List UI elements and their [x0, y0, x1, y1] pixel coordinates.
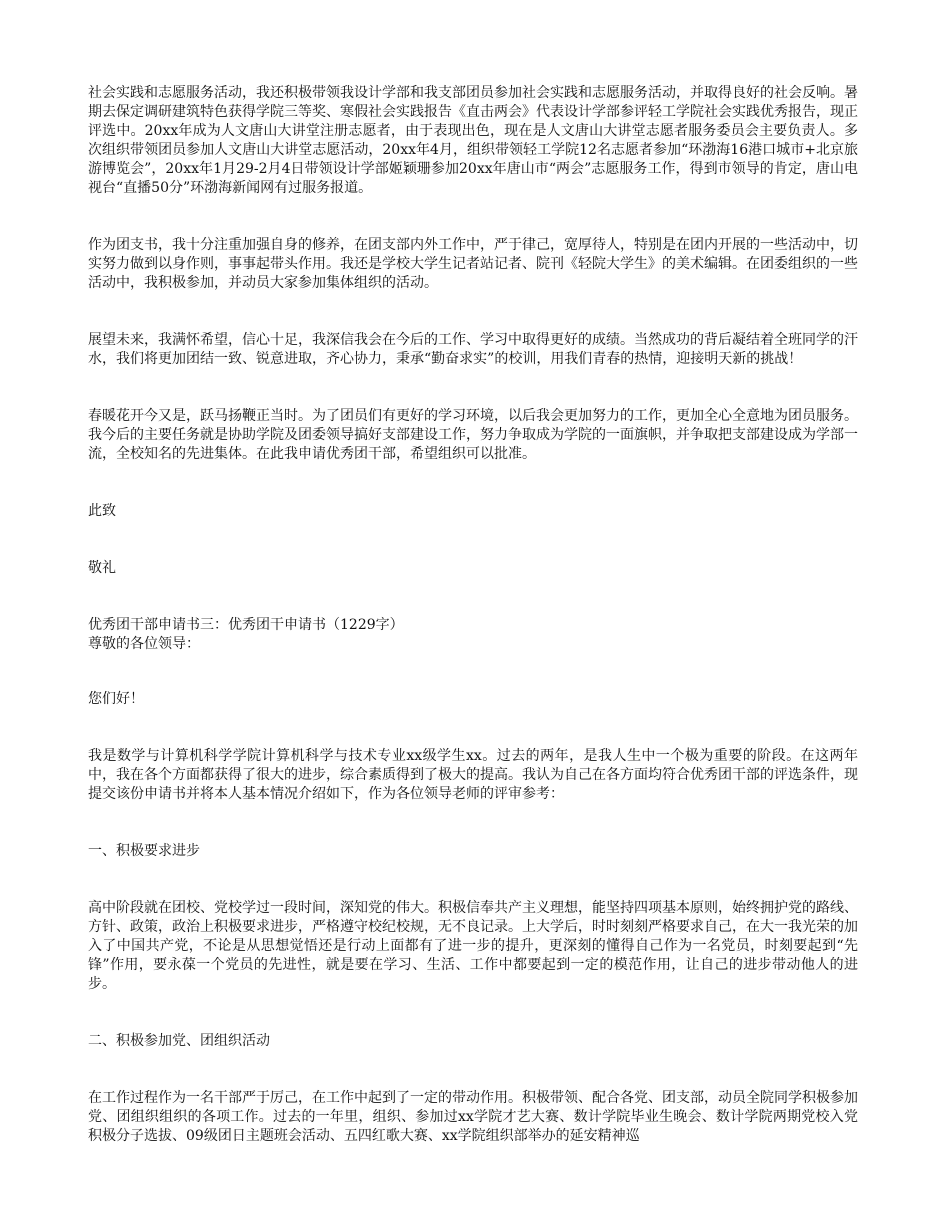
heading-progress: 一、积极要求进步 — [88, 843, 200, 859]
paragraph-introduction: 我是数学与计算机科学学院计算机科学与技术专业xx级学生xx。过去的两年，是我人生中一个极为重要的阶段。在这两年中，我在各个方面都获得了很大的进步，综合素质得到了极大的提高。我认为自己在各方面均符合优秀团干部的评选条件，现提交该份申请书并将本人基本情况介绍如下，作为各位领导老师的评审参考： — [88, 748, 858, 802]
paragraph-progress: 高中阶段就在团校、党校学过一段时间，深知党的伟大。积极信奉共产主义理想，能坚持四项基本原则，始终拥护党的路线、方针、政策，政治上积极要求进步，严格遵守校纪校规，无不良记录。上大学后，时时刻刻严格要求自己，在大一我光荣的加入了中国共产党，不论是从思想觉悟还是行动上面都有了进一步的提升，更深刻的懂得自己作为一名党员，时刻要起到“先锋”作用，要永葆一个党员的先进性，就是要在学习、生活、工作中都要起到一定的模范作用，让自己的进步带动他人的进步。 — [88, 900, 858, 992]
paragraph-outlook: 展望未来，我满怀希望，信心十足，我深信我会在今后的工作、学习中取得更好的成绩。当然成功的背后凝结着全班同学的汗水，我们将更加团结一致、锐意进取，齐心协力，秉承“勤奋求实”的校训，用我们青春的热情，迎接明天新的挑战！ — [88, 332, 858, 367]
paragraph-league-secretary: 作为团支书，我十分注重加强自身的修养，在团支部内外工作中，严于律己，宽厚待人，特别是在团内开展的一些活动中，切实努力做到以身作则，事事起带头作用。我还是学校大学生记者站记者、院刊《轻院大学生》的美术编辑。在团委组织的一些活动中，我积极参加，并动员大家参加集体组织的活动。 — [88, 237, 858, 291]
closing-salutation: 此致 — [88, 503, 116, 519]
section-title: 优秀团干部申请书三：优秀团干申请书（1229字） — [88, 617, 404, 633]
greeting-hello: 您们好！ — [88, 691, 144, 707]
paragraph-activities: 在工作过程作为一名干部严于厉己，在工作中起到了一定的带动作用。积极带领、配合各党、团支部，动员全院同学积极参加党、团组织组织的各项工作。过去的一年里，组织、参加过xx学院才艺大赛、数计学院毕业生晚会、数计学院两期党校入党积极分子选拔、09级团日主题班会活动、五四红歌大赛、xx学院组织部举办的延安精神巡 — [88, 1090, 858, 1144]
greeting-addressee: 尊敬的各位领导： — [88, 636, 200, 652]
closing-respect: 敬礼 — [88, 560, 116, 576]
paragraph-volunteer-service: 社会实践和志愿服务活动，我还积极带领我设计学部和我支部团员参加社会实践和志愿服务活动，并取得良好的社会反响。暑期去保定调研建筑特色获得学院三等奖、寒假社会实践报告《直击两会》代表设计学部参评轻工学院社会实践优秀报告，现正评选中。20xx年成为人文唐山大讲堂注册志愿者，由于表现出色，现在是人文唐山大讲堂志愿者服务委员会主要负责人。多次组织带领团员参加人文唐山大讲堂志愿活动，20xx年4月，组织带领轻工学院12名志愿者参加“环渤海16港口城市+北京旅游博览会”，20xx年1月29-2月4日带领设计学部姬颖珊参加20xx年唐山市“两会”志愿服务工作，得到市领导的肯定，唐山电视台“直播50分”环渤海新闻网有过服务报道。 — [88, 85, 858, 196]
document-page — [88, 84, 858, 1146]
paragraph-application: 春暖花开今又是，跃马扬鞭正当时。为了团员们有更好的学习环境，以后我会更加努力的工作，更加全心全意地为团员服务。我今后的主要任务就是协助学院及团委领导搞好支部建设工作，努力争取成为学院的一面旗帜，并争取把支部建设成为学部一流，全校知名的先进集体。在此我申请优秀团干部，希望组织可以批准。 — [88, 408, 858, 462]
heading-activities: 二、积极参加党、团组织活动 — [88, 1033, 270, 1049]
